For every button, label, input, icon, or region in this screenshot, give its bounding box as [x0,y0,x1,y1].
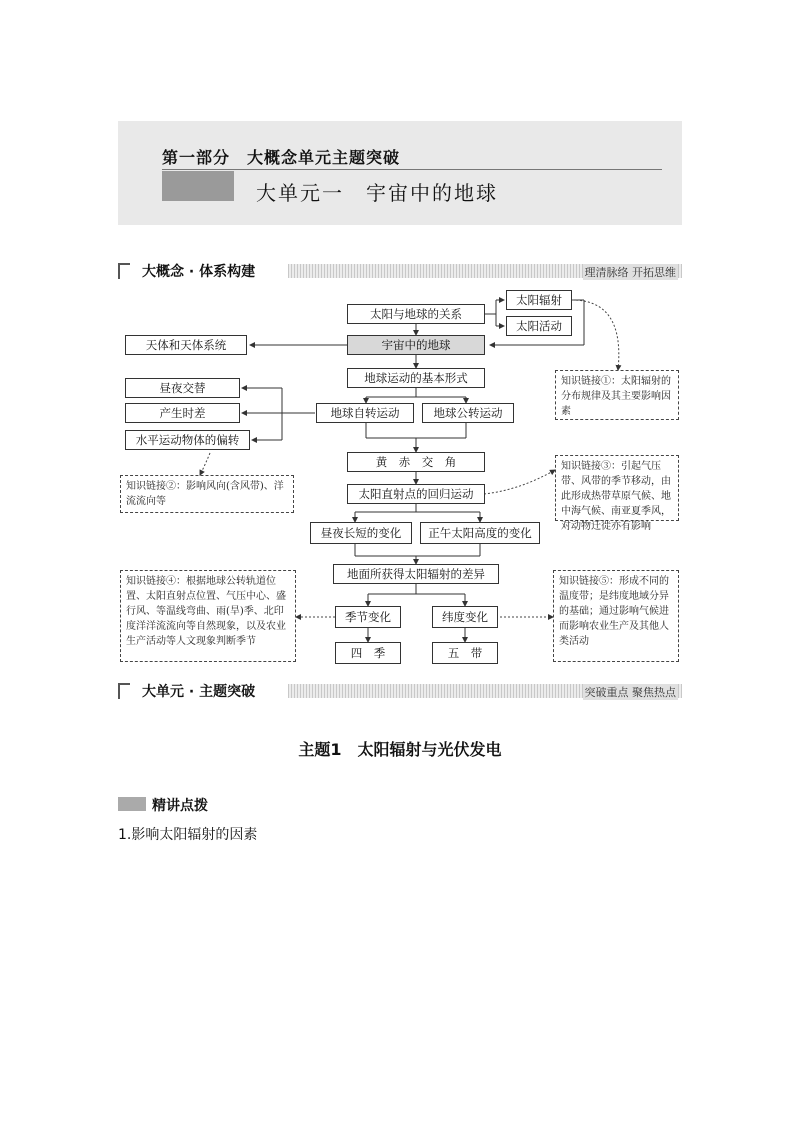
box-radiation-difference: 地面所获得太阳辐射的差异 [333,564,499,584]
section-tag: 突破重点 聚焦热点 [584,686,676,699]
section-title: 大概念 · 体系构建 [142,264,256,280]
item-heading-1: 1.影响太阳辐射的因素 [118,827,258,843]
part-title: 第一部分 大概念单元主题突破 [162,148,401,167]
box-latitude-change: 纬度变化 [432,606,498,628]
note-knowledge-5: 知识链接⑤：形成不同的温度带；是纬度地域分异的基础；通过影响气候进而影响农业生产及其他人类活动 [553,570,679,662]
box-solar-activity: 太阳活动 [506,316,572,336]
box-deflection: 水平运动物体的偏转 [125,430,250,450]
section-header-topics [118,681,682,701]
box-ecliptic: 黄 赤 交 角 [347,452,485,472]
note-knowledge-3: 知识链接③：引起气压带、风带的季节移动，由此形成热带草原气候、地中海气候、南亚夏季风，对动物迁徙亦有影响 [555,455,679,521]
box-four-seasons: 四 季 [335,642,401,664]
box-five-zones: 五 带 [432,642,498,664]
note-knowledge-4: 知识链接④：根据地球公转轨道位置、太阳直射点位置、气压中心、盛行风、等温线弯曲、雨(旱)季、北印度洋洋流流向等自然现象，以及农业生产活动等人文现象判断季节 [120,570,296,662]
corner-mark [118,683,130,699]
jingjiang-bar [118,797,146,811]
box-sun-earth-relation: 太阳与地球的关系 [347,304,485,324]
box-season-change: 季节变化 [335,606,401,628]
note-knowledge-1: 知识链接①：太阳辐射的分布规律及其主要影响因素 [555,370,679,420]
box-day-night: 昼夜交替 [125,378,240,398]
box-day-length: 昼夜长短的变化 [310,522,412,544]
jingjiang-label: 精讲点拨 [152,798,208,814]
box-celestial-systems: 天体和天体系统 [125,335,247,355]
section-title: 大单元 · 主题突破 [142,684,256,700]
note-knowledge-2: 知识链接②：影响风向(含风带)、洋流流向等 [120,475,294,513]
box-solar-radiation: 太阳辐射 [506,290,572,310]
topic-title: 主题1 太阳辐射与光伏发电 [298,740,502,759]
box-earth-in-universe: 宇宙中的地球 [347,335,485,355]
box-time-difference: 产生时差 [125,403,240,423]
box-motion-forms: 地球运动的基本形式 [347,368,485,388]
box-direct-point: 太阳直射点的回归运动 [347,484,485,504]
box-noon-height: 正午太阳高度的变化 [420,522,540,544]
section-tag: 理清脉络 开拓思维 [584,266,676,279]
box-rotation: 地球自转运动 [316,403,414,423]
box-revolution: 地球公转运动 [422,403,514,423]
unit-subtitle: 大单元一 宇宙中的地球 [256,181,498,205]
